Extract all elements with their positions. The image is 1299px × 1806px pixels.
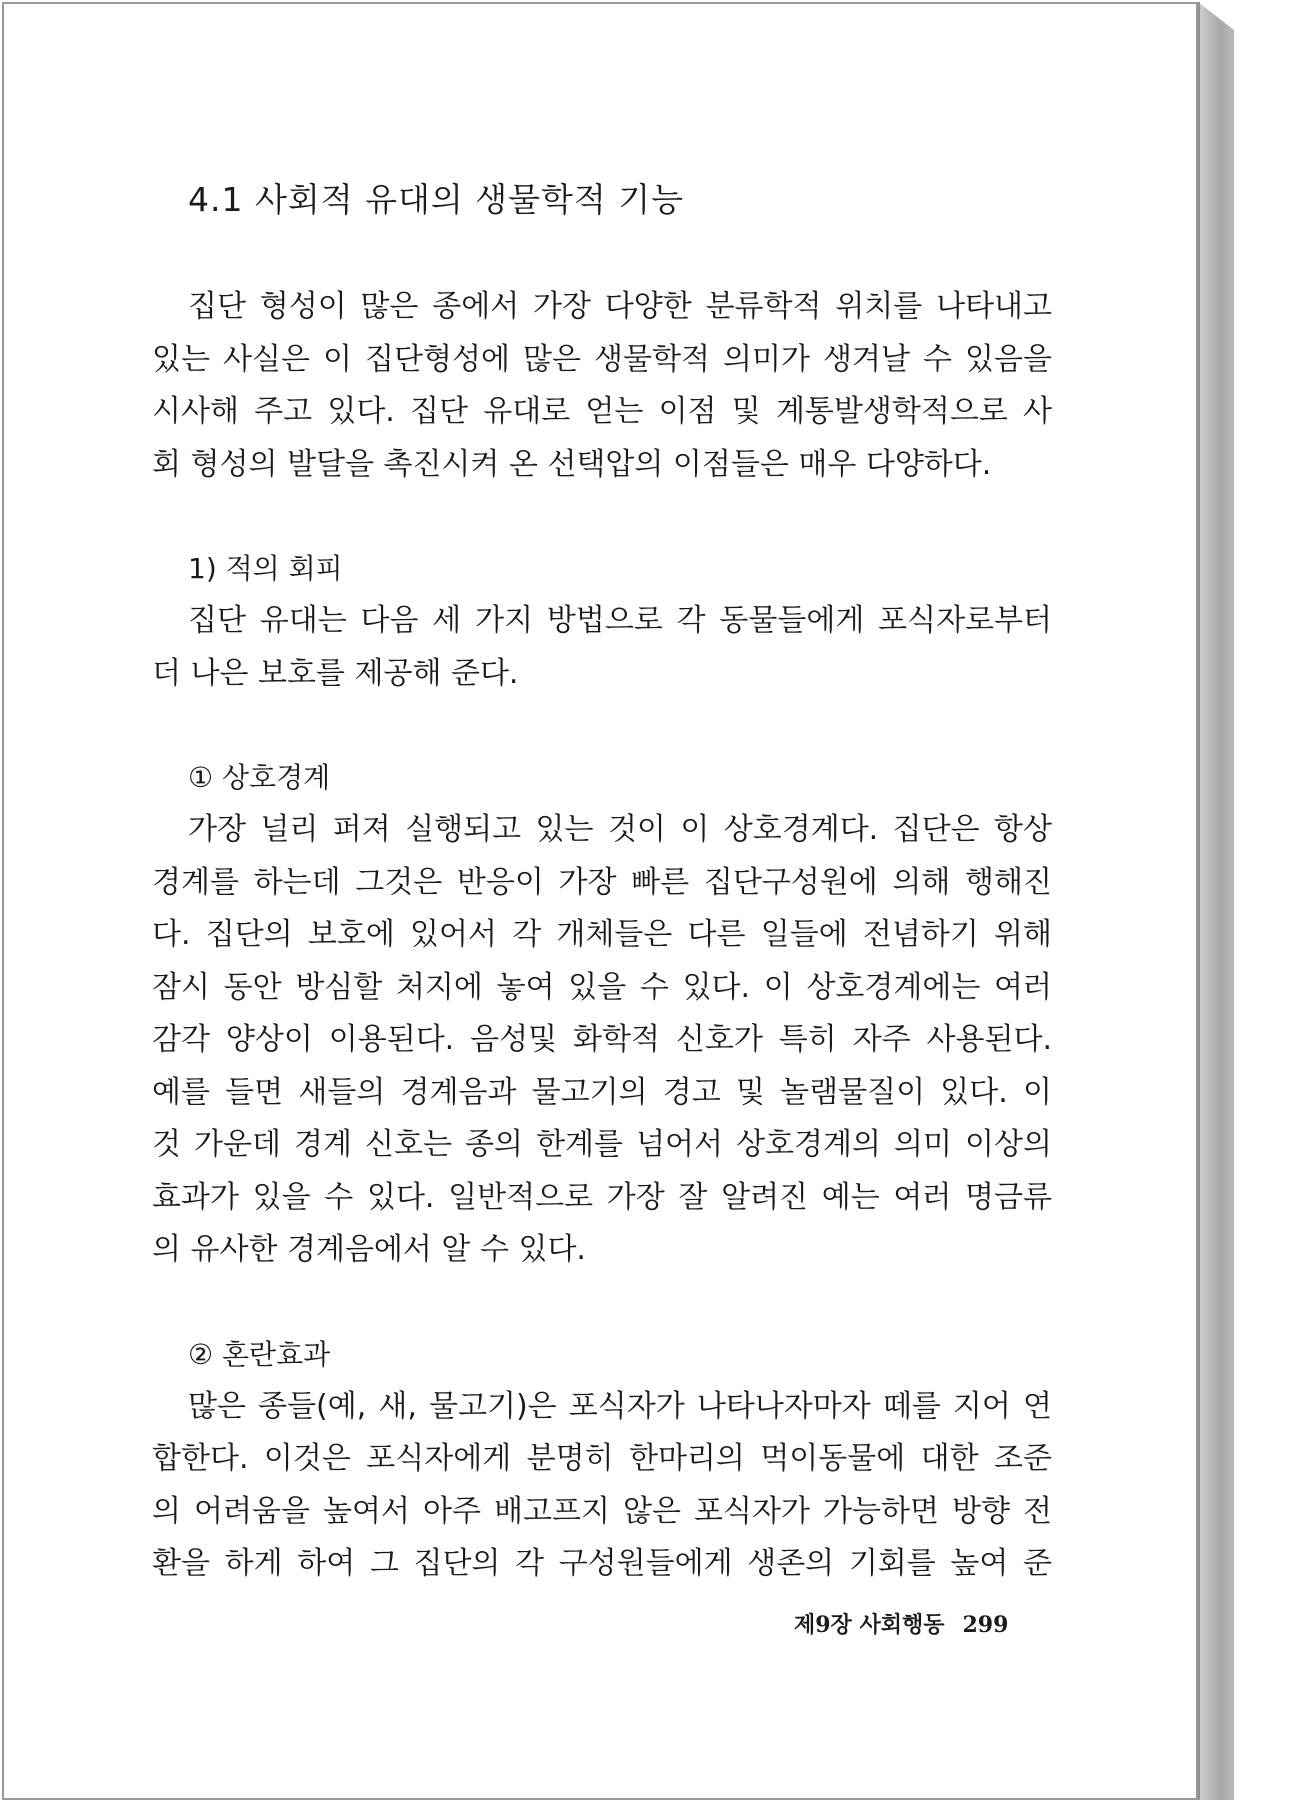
- paragraph-line: 효과가 있을 수 있다. 일반적으로 가장 잘 알려진 예는 여러 명금류: [152, 1179, 1052, 1215]
- paragraph-line: 합한다. 이것은 포식자에게 분명히 한마리의 먹이동물에 대한 조준: [152, 1441, 1052, 1476]
- paragraph-line: 감각 양상이 이용된다. 음성및 화학적 신호가 특히 자주 사용된다.: [152, 1022, 1052, 1057]
- book-page: [2, 2, 1198, 1800]
- item-confusion-effect: [152, 1329, 1052, 1591]
- paragraph-line: 경계를 하는데 그것은 반응이 가장 빠른 집단구성원에 의해 행해진: [152, 864, 1052, 900]
- paragraph-line: 더 나은 보호를 제공해 준다.: [152, 655, 519, 691]
- subsection-enemy-avoidance: [152, 543, 1052, 700]
- item-heading: ② 혼란효과: [188, 1337, 331, 1371]
- page-edge-line: [1198, 2, 1200, 1800]
- intro-line: 있는 사실은 이 집단형성에 많은 생물학적 의미가 생겨날 수 있음을: [152, 341, 1052, 377]
- item-mutual-vigilance: [152, 752, 1052, 1277]
- intro-line: 회 형성의 발달을 촉진시켜 온 선택압의 이점들은 매우 다양하다.: [152, 446, 992, 482]
- paragraph-line: 잠시 동안 방심할 처지에 놓여 있을 수 있다. 이 상호경계에는 여러: [152, 969, 1052, 1005]
- page-footer: [794, 1608, 1008, 1639]
- paragraph-line: 것 가운데 경계 신호는 종의 한계를 넘어서 상호경계의 의미 이상의: [152, 1127, 1052, 1162]
- page-content: [152, 174, 1052, 1591]
- subsection-paragraph: [152, 595, 1052, 700]
- subsection-heading: 1) 적의 회피: [188, 552, 343, 585]
- item-heading: ① 상호경계: [188, 761, 331, 794]
- page-stack-edge: [1198, 2, 1234, 1800]
- chapter-label: 제9장 사회행동: [794, 1612, 945, 1638]
- paragraph-line: 의 어려움을 높여서 아주 배고프지 않은 포식자가 가능하면 방향 전: [152, 1493, 1052, 1529]
- page-number: 299: [962, 1612, 1009, 1638]
- intro-line: 집단 형성이 많은 종에서 가장 다양한 분류학적 위치를 나타내고: [188, 289, 1052, 324]
- section-title: 4.1 사회적 유대의 생물학적 기능: [188, 180, 684, 219]
- intro-paragraph: [152, 281, 1052, 491]
- item-paragraph: [152, 804, 1052, 1277]
- paragraph-line: 환을 하게 하여 그 집단의 각 구성원들에게 생존의 기회를 높여 준: [152, 1546, 1052, 1581]
- paragraph-line: 예를 들면 새들의 경계음과 물고기의 경고 및 놀램물질이 있다. 이: [152, 1074, 1052, 1110]
- paragraph-line: 가장 널리 퍼져 실행되고 있는 것이 이 상호경계다. 집단은 항상: [188, 812, 1052, 847]
- paragraph-line: 집단 유대는 다음 세 가지 방법으로 각 동물들에게 포식자로부터: [188, 603, 1052, 638]
- intro-line: 시사해 주고 있다. 집단 유대로 얻는 이점 및 계통발생학적으로 사: [152, 394, 1052, 429]
- paragraph-line: 많은 종들(예, 새, 물고기)은 포식자가 나타나자마자 떼를 지어 연: [188, 1388, 1052, 1424]
- item-paragraph: [152, 1381, 1052, 1591]
- paragraph-line: 다. 집단의 보호에 있어서 각 개체들은 다른 일들에 전념하기 위해: [152, 917, 1052, 952]
- paragraph-line: 의 유사한 경계음에서 알 수 있다.: [152, 1232, 586, 1267]
